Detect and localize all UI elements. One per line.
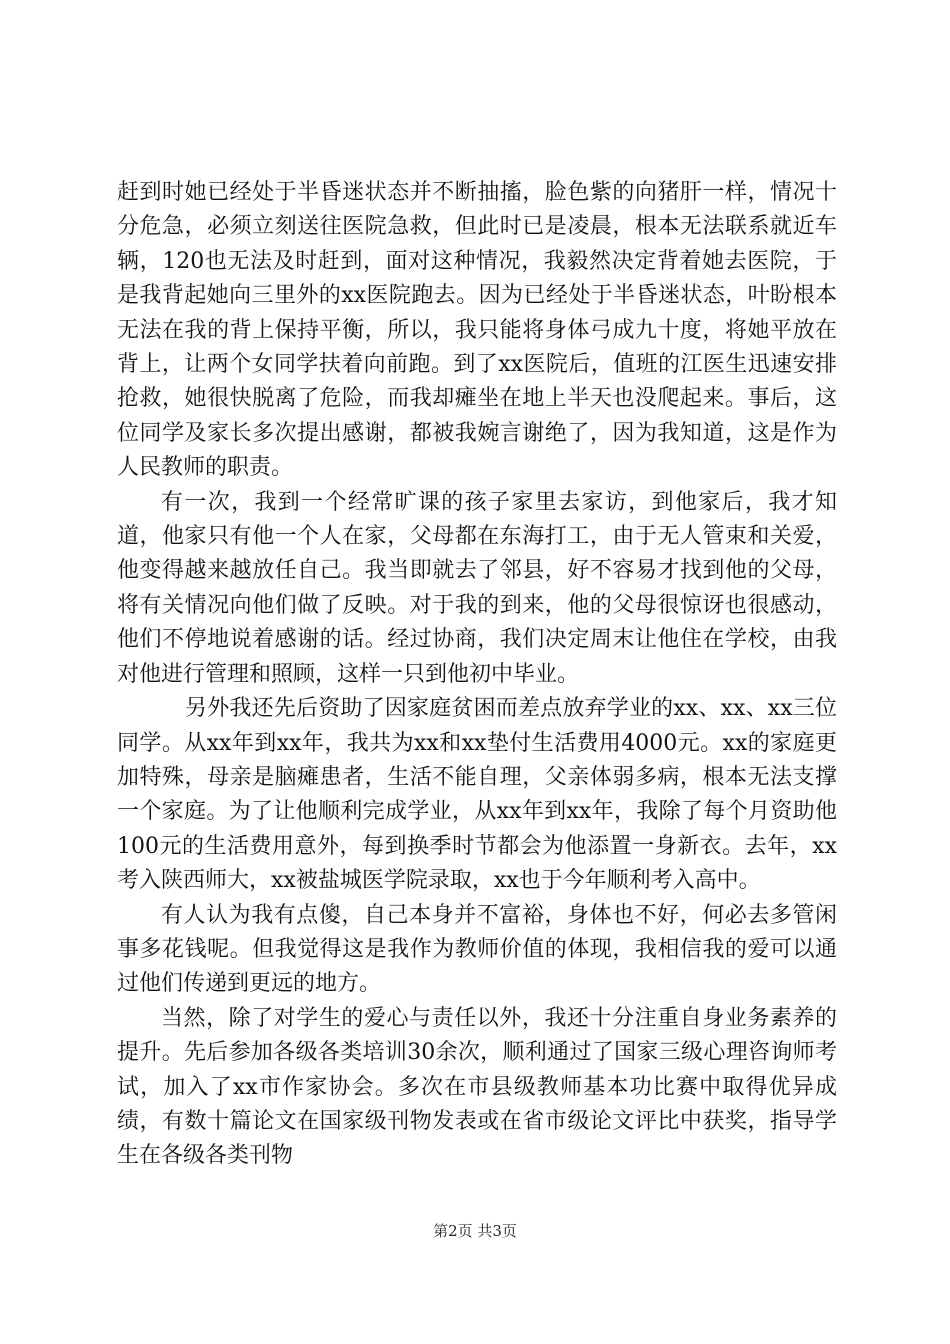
body-text (117, 176, 837, 1174)
paragraph-rescue-story: 赶到时她已经处于半昏迷状态并不断抽搐，脸色紫的向猪肝一样，情况十分危急，必须立刻送往医院急救，但此时已是凌晨，根本无法联系就近车辆，120也无法及时赶到，面对这种情况，我毅然决定背着她去医院，于是我背起她向三里外的xx医院跑去。因为已经处于半昏迷状态，叶盼根本无法在我的背上保持平衡，所以，我只能将身体弓成九十度，将她平放在背上，让两个女同学扶着向前跑。到了xx医院后，值班的江医生迅速安排抢救，她很快脱离了危险，而我却瘫坐在地上半天也没爬起来。事后，这位同学及家长多次提出感谢，都被我婉言谢绝了，因为我知道，这是作为人民教师的职责。 (117, 180, 837, 481)
paragraph-financial-aid: 另外我还先后资助了因家庭贫困而差点放弃学业的xx、xx、xx三位同学。从xx年到xx年，我共为xx和xx垫付生活费用4000元。xx的家庭更加特殊，母亲是脑瘫患者，生活不能自理，父亲体弱多病，根本无法支撑一个家庭。为了让他顺利完成学业，从xx年到xx年，我除了每个月资助他100元的生活费用意外，每到换季时节都会为他添置一身新衣。去年，xx考入陕西师大，xx被盐城医学院录取，xx也于今年顺利考入高中。 (117, 696, 837, 894)
page-number-footer: 第2页 共3页 (433, 1222, 517, 1240)
paragraph-home-visit: 有一次，我到一个经常旷课的孩子家里去家访，到他家后，我才知道，他家只有他一个人在家，父母都在东海打工，由于无人管束和关爱，他变得越来越放任自己。我当即就去了邻县，好不容易才找到他的父母，将有关情况向他们做了反映。对于我的到来，他的父母很惊讶也很感动，他们不停地说着感谢的话。经过协商，我们决定周末让他住在学校，由我对他进行管理和照顾，这样一只到他初中毕业。 (117, 489, 837, 687)
paragraph-reflection: 有人认为我有点傻，自己本身并不富裕，身体也不好，何必去多管闲事多花钱呢。但我觉得这是我作为教师价值的体现，我相信我的爱可以通过他们传递到更远的地方。 (117, 902, 837, 997)
paragraph-professional-growth: 当然，除了对学生的爱心与责任以外，我还十分注重自身业务素养的提升。先后参加各级各类培训30余次，顺利通过了国家三级心理咨询师考试，加入了xx市作家协会。多次在市县级教师基本功比赛中取得优异成绩，有数十篇论文在国家级刊物发表或在省市级论文评比中获奖，指导学生在各级各类刊物 (117, 1005, 837, 1169)
